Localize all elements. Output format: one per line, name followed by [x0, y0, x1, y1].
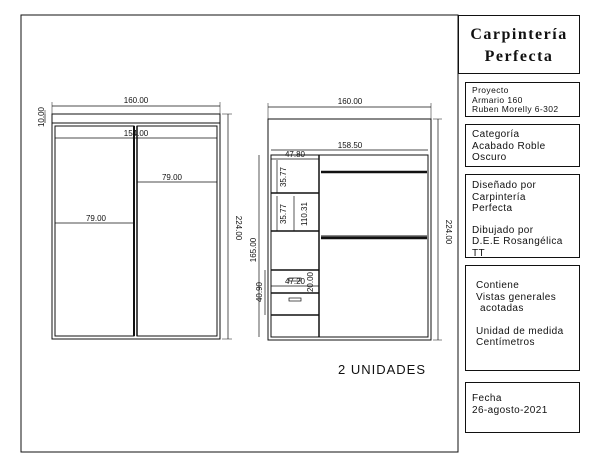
dim-front-width: 160.00	[123, 96, 149, 105]
company-name-line1: Carpintería	[470, 26, 568, 43]
dim-front-inner-width: 154.00	[123, 129, 149, 138]
interior-view	[249, 97, 453, 340]
category-label: Categoría	[472, 129, 520, 140]
units-note: 2 UNIDADES	[337, 362, 427, 377]
contents-line2: acotadas	[480, 303, 524, 314]
front-body	[52, 123, 220, 339]
project-panel	[465, 82, 580, 117]
category-panel	[465, 124, 580, 167]
design-panel	[465, 174, 580, 258]
dim-interior-height: 224.00	[444, 219, 453, 245]
category-line2: Oscuro	[472, 152, 507, 163]
contents-panel	[465, 265, 580, 371]
design-by-line2: Perfecta	[472, 203, 513, 214]
dim-shelf-height-2: 35.77	[279, 203, 288, 225]
dim-drawer-height: 40.90	[255, 281, 264, 303]
dim-shelf-width: 47.80	[284, 150, 306, 159]
dim-right-door-width: 79.00	[161, 173, 183, 182]
dim-front-height: 224.00	[234, 215, 243, 241]
dim-interior-width: 160.00	[337, 97, 363, 106]
dim-shelf-height-1: 35.77	[279, 166, 288, 188]
dim-front-top-height: 10.00	[37, 106, 46, 128]
project-client: Ruben Morelly 6-302	[472, 104, 559, 114]
dim-lower-height: 165.00	[249, 237, 258, 263]
drawn-label: Dibujado por	[472, 224, 534, 236]
unit-label: Unidad de medida	[476, 325, 564, 337]
dim-interior-inner-width: 158.50	[337, 141, 363, 150]
dim-left-door-width: 79.00	[85, 214, 107, 223]
contents-label: Contiene	[476, 280, 520, 291]
design-by-line1: Carpintería	[472, 191, 526, 203]
category-line1: Acabado Roble	[472, 140, 546, 152]
front-view	[37, 96, 243, 339]
dim-section-height: 110.31	[300, 202, 309, 226]
front-top-panel	[52, 114, 220, 123]
company-panel	[458, 15, 580, 74]
dim-drawer-width: 47.20	[284, 277, 306, 286]
drawn-by: D.E.E Rosangélica TT	[472, 236, 563, 259]
project-name: Armario 160	[472, 94, 523, 105]
date-panel	[465, 382, 580, 433]
contents-line1: Vistas generales	[476, 291, 557, 303]
dim-drawer-gap: 20.00	[306, 271, 315, 293]
date-label: Fecha	[472, 393, 502, 404]
date-value: 26-agosto-2021	[472, 404, 548, 416]
unit-value: Centímetros	[476, 337, 535, 348]
company-name-line2: Perfecta	[484, 48, 554, 65]
design-label: Diseñado por	[472, 180, 537, 191]
project-label: Proyecto	[472, 85, 509, 95]
